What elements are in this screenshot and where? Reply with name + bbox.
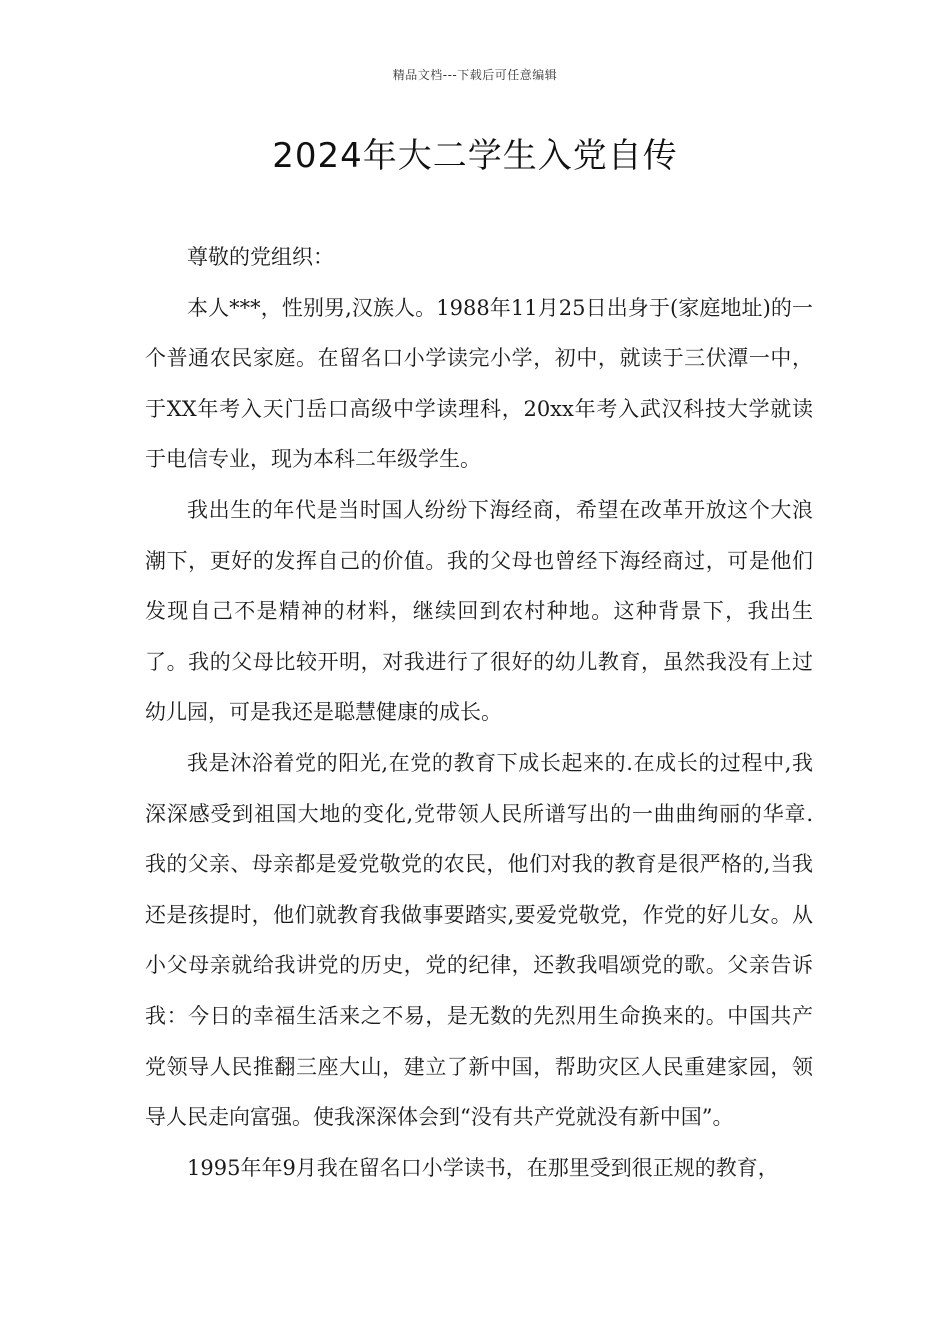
salutation: 尊敬的党组织：	[187, 245, 334, 269]
page-title: 2024年大二学生入党自传	[272, 136, 678, 176]
running-header: 精品文档---下载后可任意编辑	[392, 68, 558, 82]
paragraph-party-education: 我是沐浴着党的阳光,在党的教育下成长起来的.在成长的过程中,我深深感受到祖国大地的变化,党带领人民所谱写出的一曲曲绚丽的华章. 我的父亲、母亲都是爱党敬党的农民，他们对我的教育是很严格的,当我还是孩提时，他们就教育我做事要踏实,要爱党敬党，作党的好儿女。从小父母亲就给我讲党的历史，党的纪律，还教我唱颂党的歌。父亲告诉我：今日的幸福生活来之不易，是无数的先烈用生命换来的。中国共产党领导人民推翻三座大山，建立了新中国，帮助灾区人民重建家园，领导人民走向富强。使我深深体会到“没有共产党就没有新中国”。	[145, 750, 813, 1130]
paragraph-primary-school: 1995年年9月我在留名口小学读书，在那里受到很正规的教育，	[187, 1155, 779, 1180]
document-body	[145, 232, 813, 1193]
paragraph-birth-background: 我出生的年代是当时国人纷纷下海经商，希望在改革开放这个大浪潮下，更好的发挥自己的价值。我的父母也曾经下海经商过，可是他们发现自己不是精神的材料，继续回到农村种地。这种背景下，我出生了。我的父母比较开明，对我进行了很好的幼儿教育，虽然我没有上过幼儿园，可是我还是聪慧健康的成长。	[145, 497, 813, 725]
paragraph-personal-info: 本人***，性别男,汉族人。1988年11月25日出身于(家庭地址)的一个普通农民家庭。在留名口小学读完小学，初中，就读于三伏潭一中，于XX年考入天门岳口高级中学读理科，20xx年考入武汉科技大学就读于电信专业，现为本科二年级学生。	[145, 295, 813, 472]
